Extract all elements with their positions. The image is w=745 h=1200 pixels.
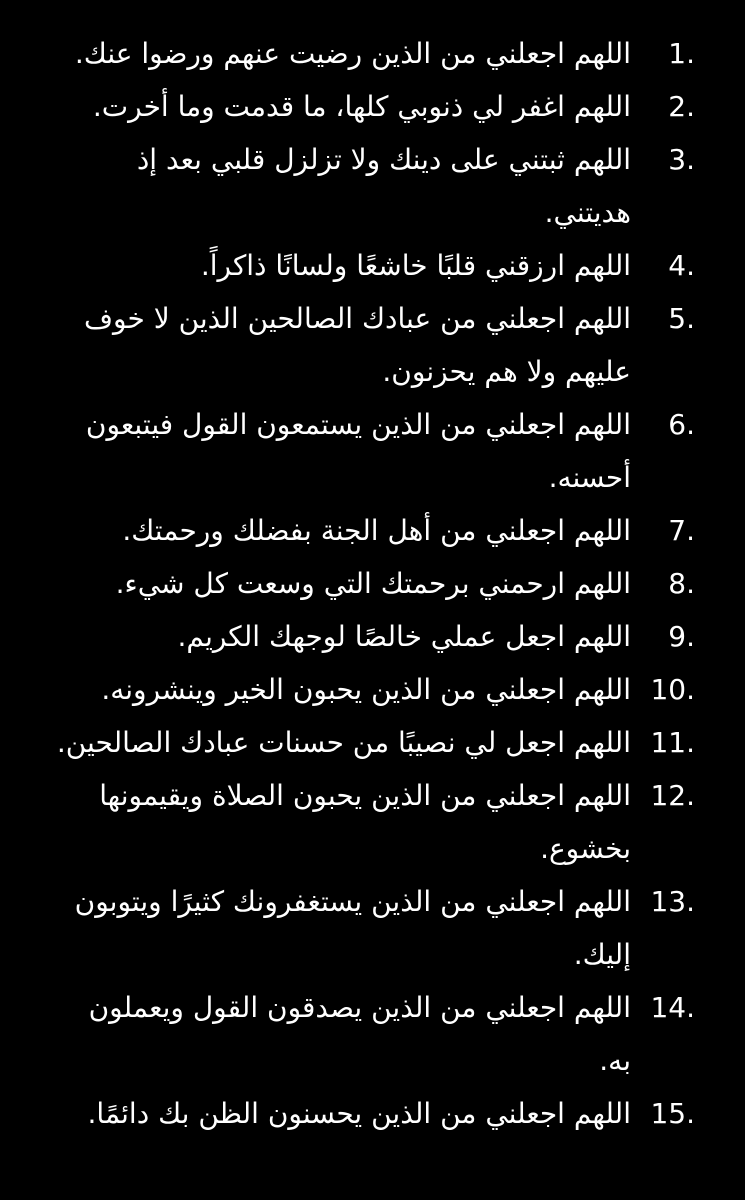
dua-list: [50, 27, 695, 1140]
list-item: [50, 292, 695, 398]
item-text: اللهم اجعلني من الذين يصدقون القول ويعملون به.: [88, 991, 631, 1077]
item-number: 13.: [650, 885, 695, 918]
list-item: [50, 1087, 695, 1140]
list-item: [50, 398, 695, 504]
item-number: 11.: [650, 726, 695, 759]
list-item: [50, 504, 695, 557]
item-number: 10.: [650, 673, 695, 706]
item-text: اللهم اجعلني من الذين يحبون الخير وينشرونه.: [101, 673, 631, 706]
item-text: اللهم اجعلني من الذين رضيت عنهم ورضوا عنك.: [74, 37, 631, 70]
item-text: اللهم اجعلني من الذين يستغفرونك كثيرًا ويتوبون إليك.: [74, 885, 631, 971]
item-number: 9.: [668, 620, 695, 653]
item-text: اللهم اجعل عملي خالصًا لوجهك الكريم.: [177, 620, 631, 653]
item-number: 8.: [668, 567, 695, 600]
item-text: اللهم اغفر لي ذنوبي كلها، ما قدمت وما أخرت.: [92, 90, 631, 123]
item-text: اللهم ارحمني برحمتك التي وسعت كل شيء.: [115, 567, 631, 600]
item-number: 7.: [668, 514, 695, 547]
list-item: [50, 133, 695, 239]
item-number: 14.: [650, 991, 695, 1024]
list-item: [50, 27, 695, 80]
item-number: 4.: [668, 249, 695, 282]
list-item: [50, 663, 695, 716]
item-number: 12.: [650, 779, 695, 812]
list-item: [50, 716, 695, 769]
item-text: اللهم اجعلني من الذين يحسنون الظن بك دائمًا.: [87, 1097, 631, 1130]
list-item: [50, 80, 695, 133]
item-number: 2.: [668, 90, 695, 123]
item-text: اللهم اجعلني من عبادك الصالحين الذين لا خوف عليهم ولا هم يحزنون.: [84, 302, 631, 388]
item-number: 1.: [668, 37, 695, 70]
list-item: [50, 557, 695, 610]
list-item: [50, 875, 695, 981]
list-item: [50, 239, 695, 292]
item-number: 15.: [650, 1097, 695, 1130]
item-number: 3.: [668, 143, 695, 176]
item-text: اللهم ثبتني على دينك ولا تزلزل قلبي بعد إذ هديتني.: [136, 143, 631, 229]
list-item: [50, 610, 695, 663]
item-number: 5.: [668, 302, 695, 335]
item-text: اللهم اجعلني من الذين يحبون الصلاة ويقيمونها بخشوع.: [99, 779, 631, 865]
item-text: اللهم اجعلني من أهل الجنة بفضلك ورحمتك.: [122, 514, 631, 547]
list-item: [50, 769, 695, 875]
item-text: اللهم ارزقني قلبًا خاشعًا ولسانًا ذاكراً.: [200, 249, 631, 282]
item-number: 6.: [668, 408, 695, 441]
item-text: اللهم اجعلني من الذين يستمعون القول فيتبعون أحسنه.: [85, 408, 631, 494]
list-item: [50, 981, 695, 1087]
item-text: اللهم اجعل لي نصيبًا من حسنات عبادك الصالحين.: [56, 726, 631, 759]
